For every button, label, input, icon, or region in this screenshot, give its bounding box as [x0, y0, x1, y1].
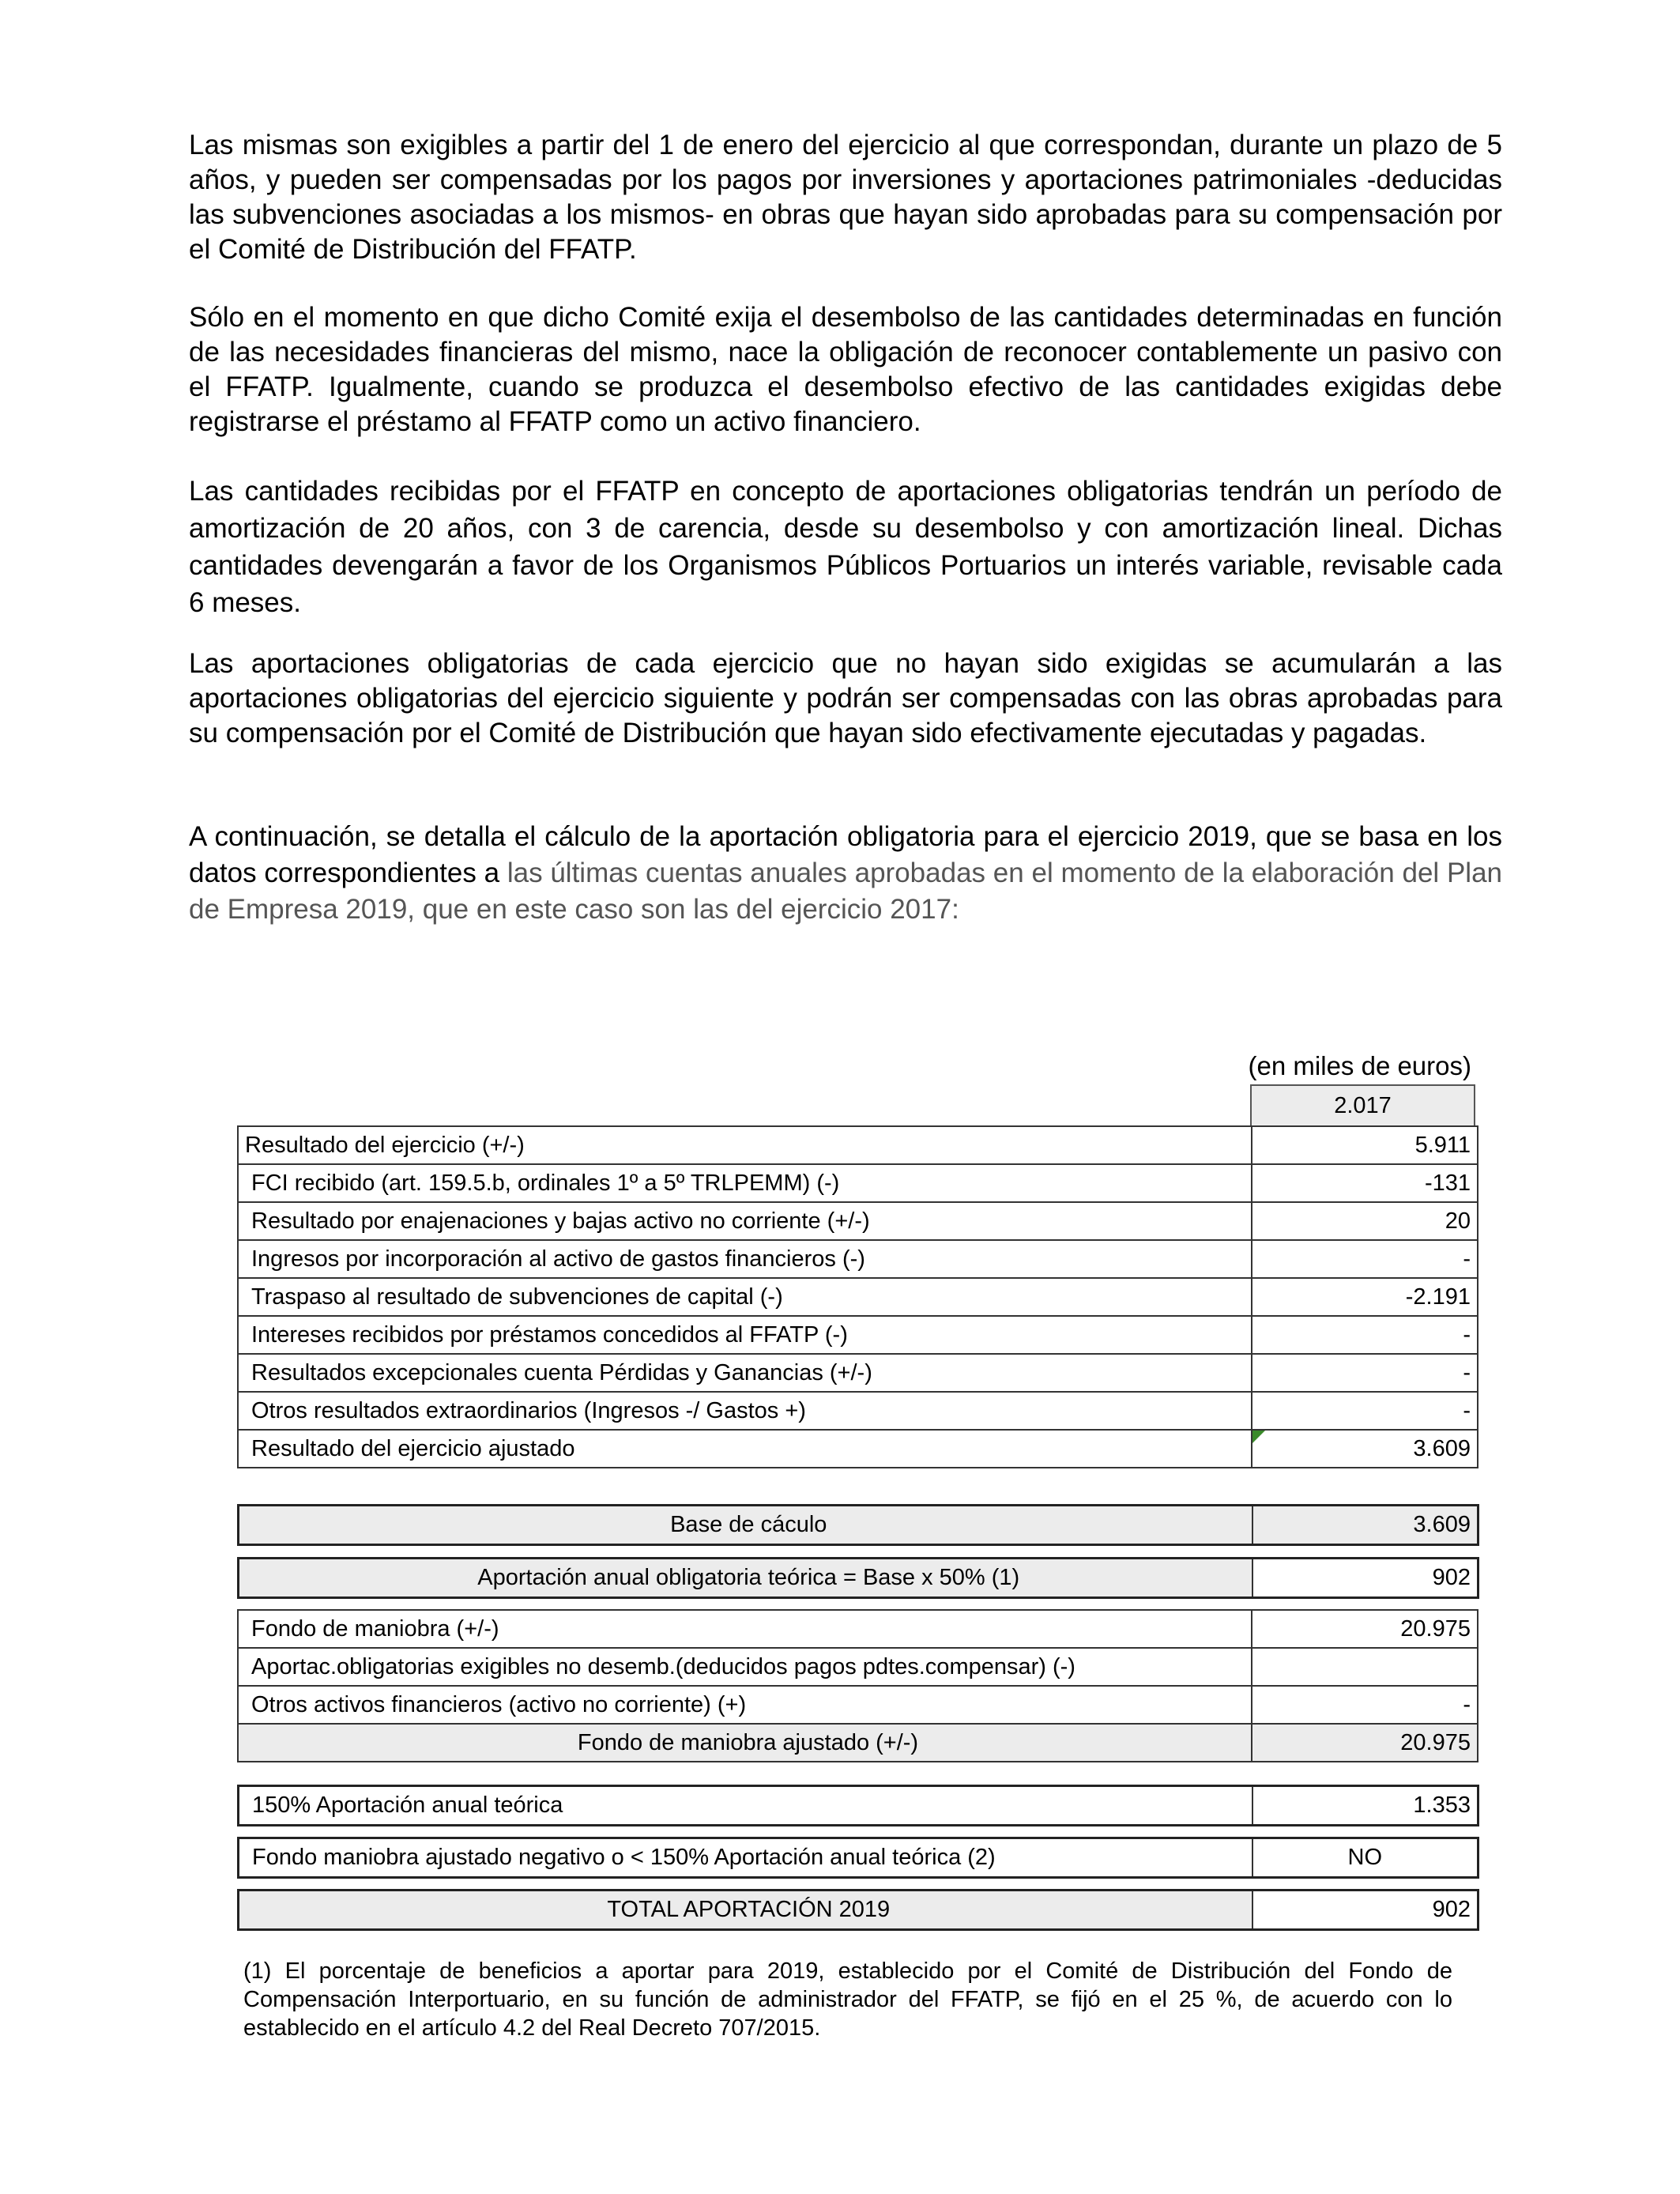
- row-value: 3.609: [1413, 1435, 1471, 1461]
- table-row: [238, 1610, 1478, 1648]
- total-table: [237, 1889, 1479, 1931]
- base-table: [237, 1504, 1479, 1546]
- negativo-table: [237, 1837, 1479, 1879]
- row-label: Fondo de maniobra ajustado (+/-): [238, 1724, 1252, 1762]
- cell-comment-marker: [1252, 1431, 1265, 1443]
- paragraph-amortizacion: Las cantidades recibidas por el FFATP en concepto de aportaciones obligatorias tendrán un período de amortización de 20 años, con 3 de carencia, desde su desembolso y con amortización lineal. Dichas cantidades devengarán a favor de los Organismos Públicos Portuarios un interés variable, revisable cada 6 meses.: [189, 476, 1502, 618]
- row-label: Resultado del ejercicio ajustado: [238, 1430, 1252, 1468]
- row-label: Ingresos por incorporación al activo de gastos financieros (-): [238, 1240, 1252, 1278]
- paragraph-desembolso: Sólo en el momento en que dicho Comité exija el desembolso de las cantidades determinadas en función de las necesidades financieras del mismo, nace la obligación de reconocer contablemente un pasivo con el FFATP. Igualmente, cuando se produzca el desembolso efectivo de las cantidades exigidas debe registrarse el préstamo al FFATP como un activo financiero.: [189, 302, 1502, 437]
- table-row: [239, 1891, 1478, 1930]
- table-row: [238, 1202, 1478, 1240]
- row-value: -131: [1252, 1164, 1478, 1202]
- total-value: 902: [1252, 1891, 1478, 1930]
- table-row: [239, 1559, 1478, 1598]
- row-value: -: [1252, 1240, 1478, 1278]
- unit-note: (en miles de euros): [1248, 1051, 1471, 1080]
- aportacion-value: 902: [1252, 1559, 1478, 1598]
- footnote: (1) El porcentaje de beneficios a aportar para 2019, establecido por el Comité de Distribución del Fondo de Compensación Interportuario, en su función de administrador del FFATP, se fijó en el 25 %, de acuerdo con lo establecido en el artículo 4.2 del Real Decreto 707/2015.: [243, 1958, 1452, 2041]
- table-row: [239, 1786, 1478, 1826]
- table-row: [238, 1126, 1478, 1164]
- row-value: [1252, 1648, 1478, 1686]
- base-value: 3.609: [1252, 1506, 1478, 1545]
- row-label: Resultado del ejercicio (+/-): [238, 1126, 1252, 1164]
- pct150-table: [237, 1785, 1479, 1826]
- table-row: [238, 1354, 1478, 1392]
- row-label: Aportac.obligatorias exigibles no desemb.(deducidos pagos pdtes.compensar) (-): [238, 1648, 1252, 1686]
- paragraph-calculo-gray-text: las últimas cuentas anuales aprobadas en el momento de la elaboración del Plan de Empresa 2019, que en este caso son las del ejercicio 2017:: [189, 858, 1502, 925]
- row-value: 20.975: [1252, 1724, 1478, 1762]
- table-row: [238, 1430, 1478, 1468]
- results-table: [237, 1125, 1478, 1468]
- row-value: 20.975: [1252, 1610, 1478, 1648]
- row-label: FCI recibido (art. 159.5.b, ordinales 1º a 5º TRLPEMM) (-): [238, 1164, 1252, 1202]
- table-row: [238, 1278, 1478, 1316]
- row-label: Otros activos financieros (activo no corriente) (+): [238, 1686, 1252, 1724]
- row-label: Otros resultados extraordinarios (Ingresos -/ Gastos +): [238, 1392, 1252, 1430]
- row-value: 20: [1252, 1202, 1478, 1240]
- row-label: Fondo de maniobra (+/-): [238, 1610, 1252, 1648]
- table-row: [238, 1240, 1478, 1278]
- total-label: TOTAL APORTACIÓN 2019: [239, 1891, 1252, 1930]
- table-row: [239, 1506, 1478, 1545]
- row-label: Intereses recibidos por préstamos concedidos al FFATP (-): [238, 1316, 1252, 1354]
- row-value: -: [1252, 1686, 1478, 1724]
- year-header: 2.017: [1250, 1084, 1475, 1125]
- negativo-label: Fondo maniobra ajustado negativo o < 150% Aportación anual teórica (2): [239, 1838, 1252, 1878]
- table-row: [238, 1164, 1478, 1202]
- table-row: [238, 1392, 1478, 1430]
- aportacion-label: Aportación anual obligatoria teórica = Base x 50% (1): [239, 1559, 1252, 1598]
- aportacion-table: [237, 1557, 1479, 1599]
- table-row: [238, 1316, 1478, 1354]
- table-row: [238, 1648, 1478, 1686]
- negativo-value: NO: [1252, 1838, 1478, 1878]
- row-value: -: [1252, 1354, 1478, 1392]
- paragraph-calculo-text: A continuación, se detalla el cálculo de la aportación obligatoria para el ejercicio 2019, que se basa en los datos correspondientes a: [189, 821, 1502, 888]
- row-value-cell: [1252, 1430, 1478, 1468]
- paragraph-acumulacion: Las aportaciones obligatorias de cada ejercicio que no hayan sido exigidas se acumularán a las aportaciones obligatorias del ejercicio siguiente y podrán ser compensadas con las obras aprobadas para su compensación por el Comité de Distribución que hayan sido efectivamente ejecutadas y pagadas.: [189, 648, 1502, 748]
- row-label: Traspaso al resultado de subvenciones de capital (-): [238, 1278, 1252, 1316]
- paragraph-calculo: [189, 819, 1502, 928]
- paragraph-exigibles: Las mismas son exigibles a partir del 1 de enero del ejercicio al que correspondan, durante un plazo de 5 años, y pueden ser compensadas por los pagos por inversiones y aportaciones patrimoniales -deducidas las subvenciones asociadas a los mismos- en obras que hayan sido aprobadas para su compensación por el Comité de Distribución del FFATP.: [189, 130, 1502, 265]
- pct150-label: 150% Aportación anual teórica: [239, 1786, 1252, 1826]
- fondo-table: [237, 1609, 1478, 1762]
- table-row: [238, 1686, 1478, 1724]
- row-value: -: [1252, 1392, 1478, 1430]
- row-value: 5.911: [1252, 1126, 1478, 1164]
- row-value: -: [1252, 1316, 1478, 1354]
- row-label: Resultados excepcionales cuenta Pérdidas y Ganancias (+/-): [238, 1354, 1252, 1392]
- row-value: -2.191: [1252, 1278, 1478, 1316]
- pct150-value: 1.353: [1252, 1786, 1478, 1826]
- table-row: [239, 1838, 1478, 1878]
- table-row: [238, 1724, 1478, 1762]
- row-label: Resultado por enajenaciones y bajas activo no corriente (+/-): [238, 1202, 1252, 1240]
- base-label: Base de cáculo: [239, 1506, 1252, 1545]
